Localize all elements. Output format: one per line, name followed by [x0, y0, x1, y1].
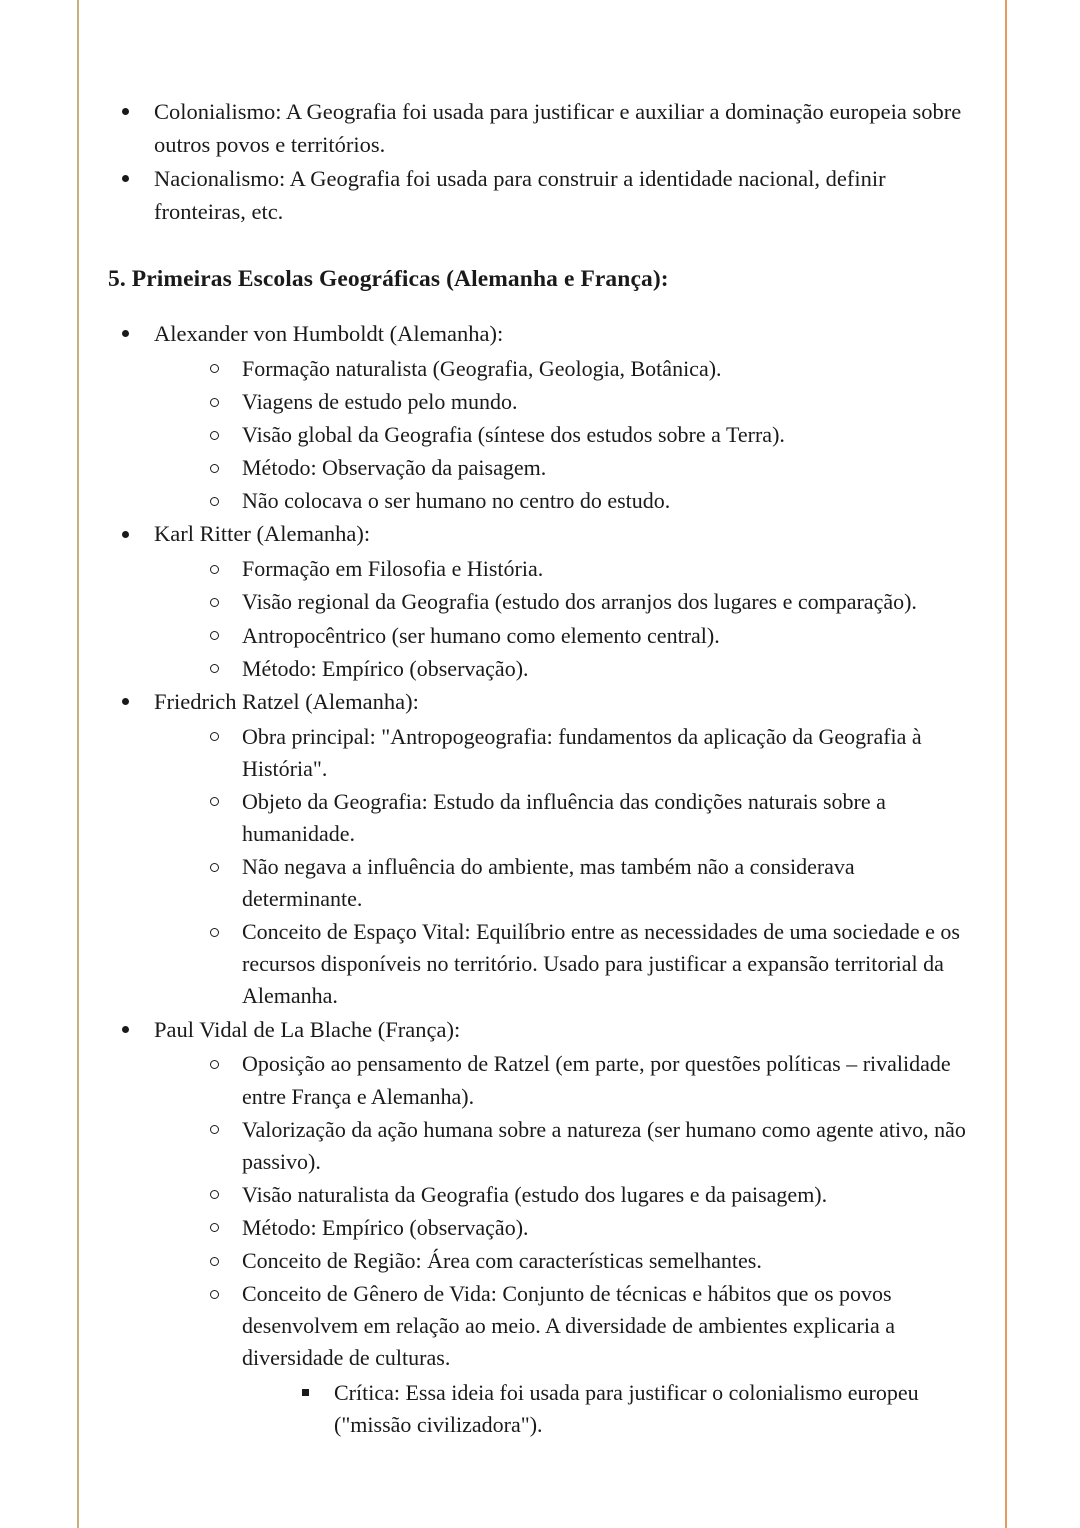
school-item-la-blache: [122, 1014, 980, 1441]
list-item-text: Conceito de Região: Área com características semelhantes.: [242, 1248, 762, 1274]
list-item-text: Formação naturalista (Geografia, Geologia, Botânica).: [242, 355, 722, 381]
list-item: [210, 419, 980, 451]
bullet-circle-icon: [210, 353, 232, 385]
list-item: [210, 721, 980, 785]
list-item-text: Não colocava o ser humano no centro do estudo.: [242, 488, 671, 514]
school-item-ratzel: [122, 686, 980, 1013]
critique-list: [302, 1377, 980, 1441]
list-item: [210, 1212, 980, 1244]
list-item-text: Não negava a influência do ambiente, mas também não a considerava determinante.: [242, 854, 855, 912]
bullet-circle-icon: [210, 721, 232, 753]
list-item-text: Visão global da Geografia (síntese dos estudos sobre a Terra).: [242, 422, 785, 448]
school-points-list: [210, 1048, 980, 1440]
left-page-rule: [77, 0, 79, 1528]
bullet-circle-icon: [210, 485, 232, 517]
bullet-circle-icon: [210, 1278, 232, 1310]
list-item: [210, 1179, 980, 1211]
list-item-text: Método: Observação da paisagem.: [242, 455, 547, 481]
bullet-disc-icon: [122, 96, 144, 129]
school-item-humboldt: [122, 318, 980, 517]
list-item-text: Colonialismo: A Geografia foi usada para justificar e auxiliar a dominação europeia sobre outros povos e territórios.: [154, 99, 962, 157]
list-item: [210, 353, 980, 385]
list-item-text: Visão regional da Geografia (estudo dos arranjos dos lugares e comparação).: [242, 589, 917, 615]
school-name: Karl Ritter (Alemanha):: [154, 521, 371, 547]
bullet-circle-icon: [210, 452, 232, 484]
bullet-circle-icon: [210, 916, 232, 948]
list-item: [210, 485, 980, 517]
bullet-circle-icon: [210, 1212, 232, 1244]
list-item: [210, 620, 980, 652]
list-item-text: Conceito de Espaço Vital: Equilíbrio entre as necessidades de uma sociedade e os recursos disponíveis no território. Usado para justificar a expansão territorial da Alemanha.: [242, 919, 960, 1009]
list-item-text: Crítica: Essa ideia foi usada para justificar o colonialismo europeu ("missão civilizadora").: [334, 1379, 919, 1437]
list-item: [210, 851, 980, 915]
bullet-disc-icon: [122, 1014, 144, 1047]
school-item-ritter: [122, 518, 980, 684]
bullet-disc-icon: [122, 163, 144, 196]
list-item: [122, 96, 980, 162]
school-name: Paul Vidal de La Blache (França):: [154, 1016, 461, 1042]
bullet-circle-icon: [210, 553, 232, 585]
bullet-disc-icon: [122, 518, 144, 551]
school-points-list: [210, 353, 980, 518]
bullet-square-icon: [302, 1377, 324, 1409]
list-item-text: Conceito de Gênero de Vida: Conjunto de técnicas e hábitos que os povos desenvolvem em relação ao meio. A diversidade de ambientes explicaria a diversidade de culturas.: [242, 1281, 896, 1371]
list-item: [210, 553, 980, 585]
bullet-circle-icon: [210, 1179, 232, 1211]
list-item: [210, 586, 980, 618]
right-page-rule: [1005, 0, 1007, 1528]
list-item: [210, 1114, 980, 1178]
school-points-list: [210, 721, 980, 1013]
list-item: [210, 452, 980, 484]
list-item-text: Visão naturalista da Geografia (estudo dos lugares e da paisagem).: [242, 1181, 828, 1207]
bullet-circle-icon: [210, 419, 232, 451]
bullet-circle-icon: [210, 586, 232, 618]
list-item: [210, 1048, 980, 1112]
list-item: [210, 1278, 980, 1441]
bullet-circle-icon: [210, 653, 232, 685]
bullet-circle-icon: [210, 1245, 232, 1277]
bullet-circle-icon: [210, 620, 232, 652]
list-item-text: Formação em Filosofia e História.: [242, 556, 544, 582]
list-item: [210, 786, 980, 850]
school-name: Alexander von Humboldt (Alemanha):: [154, 321, 504, 347]
list-item: [302, 1377, 980, 1441]
intro-bullet-list: [122, 96, 980, 228]
bullet-circle-icon: [210, 786, 232, 818]
list-item: [210, 1245, 980, 1277]
bullet-circle-icon: [210, 1048, 232, 1080]
list-item-text: Antropocêntrico (ser humano como elemento central).: [242, 622, 720, 648]
list-item: [210, 916, 980, 1012]
list-item: [210, 653, 980, 685]
bullet-circle-icon: [210, 1114, 232, 1146]
schools-list: [122, 318, 980, 1441]
list-item-text: Método: Empírico (observação).: [242, 1214, 529, 1240]
list-item-text: Valorização da ação humana sobre a natureza (ser humano como agente ativo, não passivo).: [242, 1116, 966, 1174]
list-item-text: Método: Empírico (observação).: [242, 655, 529, 681]
list-item-text: Obra principal: "Antropogeografia: fundamentos da aplicação da Geografia à História".: [242, 723, 922, 781]
list-item-text: Viagens de estudo pelo mundo.: [242, 389, 518, 415]
bullet-circle-icon: [210, 386, 232, 418]
bullet-disc-icon: [122, 318, 144, 351]
section-heading: 5. Primeiras Escolas Geográficas (Alemanha e França):: [108, 266, 669, 293]
document-content: [100, 96, 980, 1442]
school-name: Friedrich Ratzel (Alemanha):: [154, 688, 419, 714]
list-item: [122, 163, 980, 229]
list-item-text: Nacionalismo: A Geografia foi usada para construir a identidade nacional, definir fronteiras, etc.: [154, 165, 886, 224]
list-item: [210, 386, 980, 418]
bullet-disc-icon: [122, 686, 144, 719]
school-points-list: [210, 553, 980, 684]
bullet-circle-icon: [210, 851, 232, 883]
list-item-text: Objeto da Geografia: Estudo da influência das condições naturais sobre a humanidade.: [242, 788, 886, 846]
list-item-text: Oposição ao pensamento de Ratzel (em parte, por questões políticas – rivalidade entre França e Alemanha).: [242, 1051, 951, 1109]
